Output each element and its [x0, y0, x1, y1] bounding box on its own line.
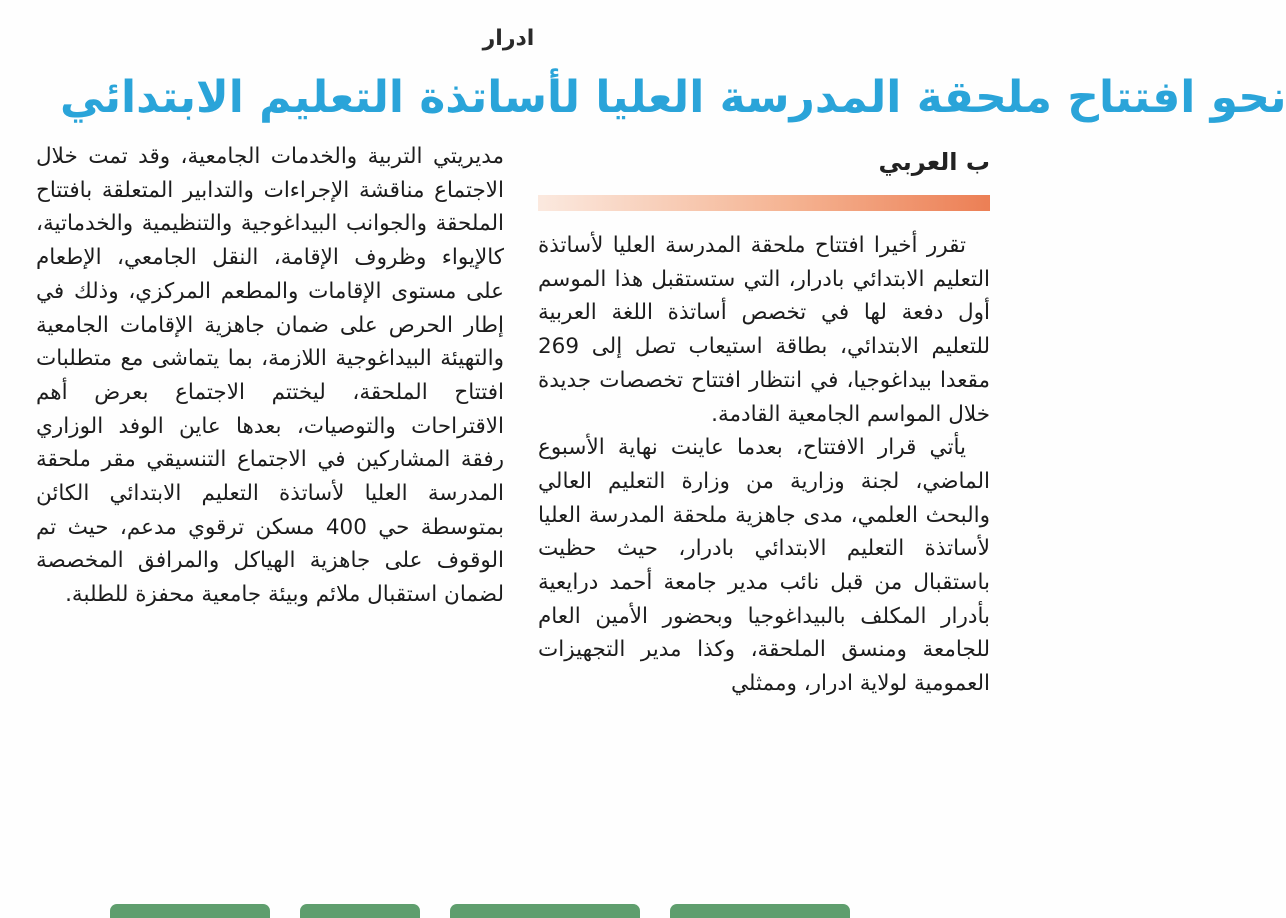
section-kicker: ادرار	[482, 26, 535, 51]
article-column-right	[538, 229, 990, 875]
article-paragraph: مديريتي التربية والخدمات الجامعية، وقد تمت خلال الاجتماع مناقشة الإجراءات والتدابير المتعلقة بافتتاح الملحقة والجوانب البيداغوجية والتنظيمية والخدماتية، كالإيواء وظروف الإقامة، النقل الجامعي، الإطعام على مستوى الإقامات والمطعم المركزي، وذلك في إطار الحرص على ضمان جاهزية الإقامات الجامعية والتهيئة البيداغوجية اللازمة، بما يتماشى مع متطلبات افتتاح الملحقة، ليختتم الاجتماع بعرض أهم الاقتراحات والتوصيات، بعدها عاين الوفد الوزاري رفقة المشاركين في الاجتماع التنسيقي مقر ملحقة المدرسة العليا لأساتذة التعليم الابتدائي الكائن بمتوسطة حي 400 مسكن ترقوي مدعم، حيث تم الوقوف على جاهزية الهياكل والمرافق المخصصة لضمان استقبال ملائم وبيئة جامعية محفزة للطلبة.	[36, 144, 504, 608]
article-headline: نحو افتتاح ملحقة المدرسة العليا لأساتذة التعليم الابتدائي	[60, 72, 1286, 123]
article-byline: ب العربي	[878, 148, 990, 176]
article-paragraph: تقرر أخيرا افتتاح ملحقة المدرسة العليا لأساتذة التعليم الابتدائي بادرار، التي ستستقبل هذا الموسم أول دفعة لها في تخصص أساتذة اللغة العربية للتعليم الابتدائي، بطاقة استيعاب تصل إلى 269 مقعدا بيداغوجيا، في انتظار افتتاح تخصصات جديدة خلال المواسم الجامعية القادمة.	[538, 233, 990, 427]
article-column-left	[36, 140, 504, 875]
next-article-headline-fragment	[0, 896, 1017, 915]
byline-rule	[538, 195, 990, 211]
article-paragraph: يأتي قرار الافتتاح، بعدما عاينت نهاية الأسبوع الماضي، لجنة وزارية من وزارة التعليم العالي والبحث العلمي، مدى جاهزية ملحقة المدرسة العليا لأساتذة التعليم الابتدائي بادرار، حيث حظيت باستقبال من قبل نائب مدير جامعة أحمد درايعية بأدرار المكلف بالبيداغوجيا وبحضور الأمين العام للجامعة ومنسق الملحقة، وكذا مدير التجهيزات العمومية لولاية ادرار، وممثلي	[538, 435, 990, 697]
